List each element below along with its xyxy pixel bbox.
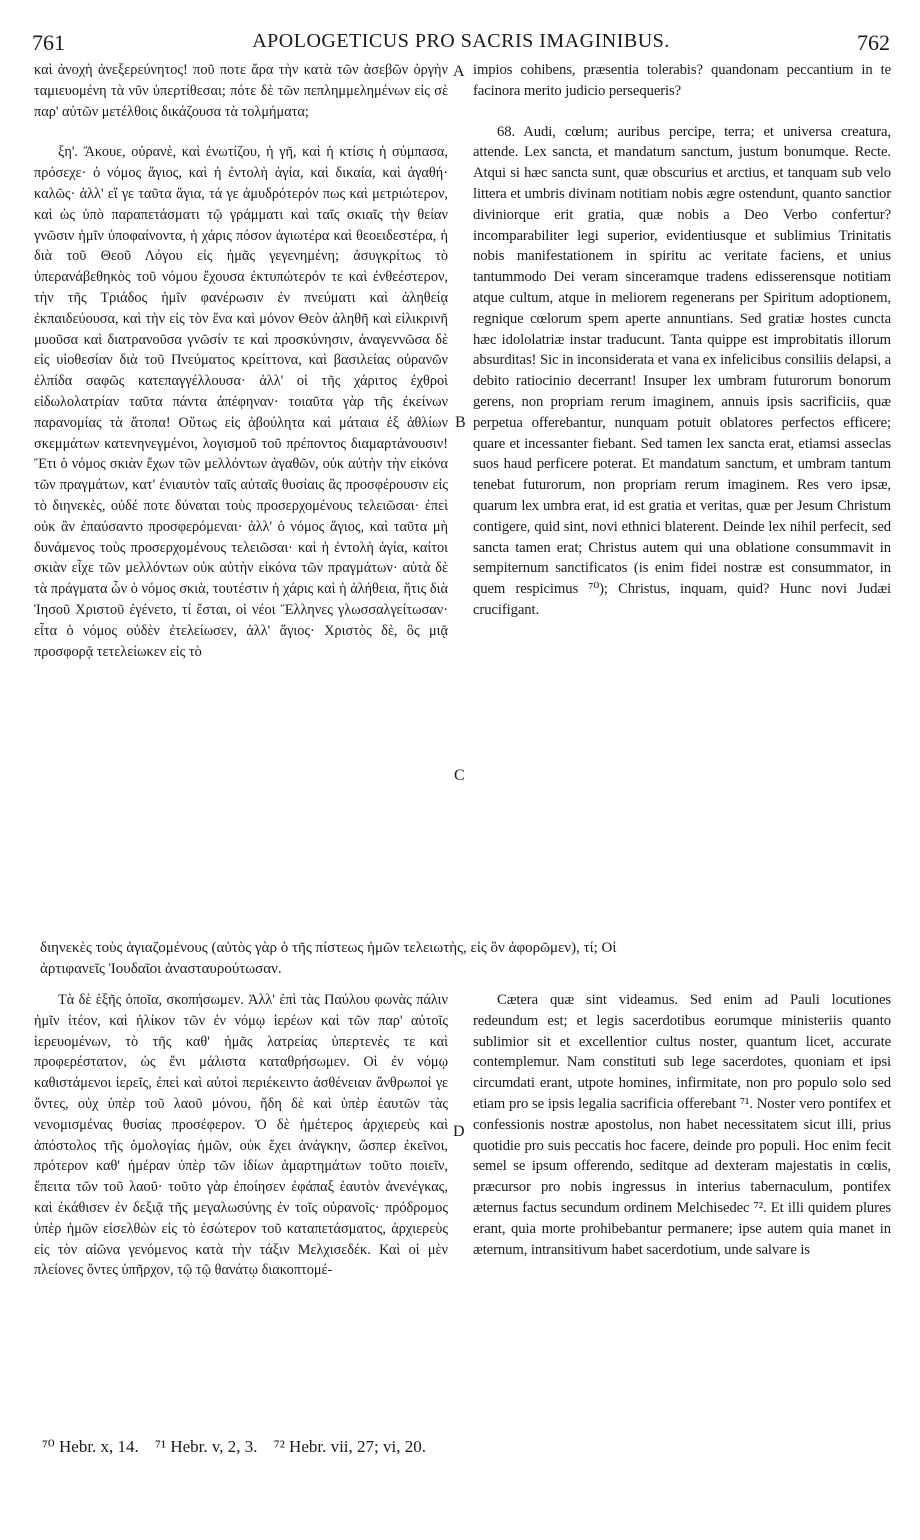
footnote-71: ⁷¹ Hebr. v, 2, 3. [155, 1437, 258, 1456]
margin-letter-a: A [453, 63, 465, 80]
page-number-left: 761 [32, 30, 65, 55]
footnotes [42, 1437, 892, 1457]
page-number-right: 762 [857, 30, 890, 55]
greek-full-width-line: διηνεκὲς τοὺς ἁγιαζομένους (αὐτὸς γὰρ ὁ τῆς πίστεως ἡμῶν τελειωτὴς, εἰς ὃν ἀφορῶμεν), τί; Οἱ [40, 940, 617, 956]
margin-letter-d: D [453, 1123, 465, 1140]
page-header [32, 30, 890, 58]
greek-paragraph-1: καὶ ἀνοχὴ ἀνεξερεύνητος! ποῦ ποτε ἄρα τὴν κατὰ τῶν ἀσεβῶν ὀργὴν ταμιευομένη τὰ νῦν ὑπερτίθεσαι; πότε δὲ τῶν πεπλημμελημένων εἰς σὲ παρ' αὐτῶν μετέλθοις δικάζουσα τὰ τολμήματα; [34, 62, 448, 120]
greek-paragraph-2: ξη'. Ἄκουε, οὐρανὲ, καὶ ἐνωτίζου, ἡ γῆ, καὶ ἡ κτίσις ἡ σύμπασα, πρόσεχε· ὁ νόμος ἅγιος, καὶ ἡ ἐντολὴ ἁγία, καὶ δικαία, καὶ ἀγαθή· καλῶς· ἀλλ' εἴ γε ταῦτα ἅγια, τά γε ἀμυδρότερόν πως καὶ μετριώτερον, καὶ ὡς ὑπὸ παραπετάσματι τῷ γράμματι καὶ ταῖς σκιαῖς τὴν θείαν γνῶσιν ἡμῖν ὑποφαίνοντα, ἡ χάρις πόσον ἁγιωτέρα καὶ θεοειδεστέρα, ἡ διὰ τοῦ Θεοῦ Λόγου εἰς ἡμᾶς γεγενημένη; ἀσυγκρίτως τὸ ὑπερανάβεθηκὸς τοῦ νόμου ἔχουσα ἐκτυπώτερόν τε καὶ ἐνθεέστερον, τὴν τῆς Τριάδος ἡμῖν φανέρωσιν ἐν πνεύματι καὶ ἀληθείᾳ ἐκπαιδεύουσα, καὶ τὴν εἰς τὸν ἕνα καὶ μόνον Θεὸν ἀληθῆ καὶ εἰλικρινῆ μυοῦσα καὶ διατρανοῦσα γνῶσίν τε καὶ προσκύνησιν, ἀναγεννῶσα δὲ εἰς υἱοθεσίαν διὰ τοῦ Πνεύματος κρείττονα, καὶ βασιλείας οὐρανῶν ἐλπίδα σαφῶς κατεπαγγέλλουσα· ἀλλ' οἱ τῆς χάριτος ἐχθροὶ εἰδωλολατρίαν ταῦτα πάντα ἀπέφηναν· τοιαῦτα γὰρ τῆς ἐκείνων παρανομίας τὰ ἄτοπα! Οὕτως εἰς ἀβούλητα καὶ μάταια ἐξ ἀθλίων σκεμμάτων κατενηνεγμένοι, λογισμοῦ τοῦ πρέποντος διαμαρτάνουσιν! Ἔτι ὁ νόμος σκιὰν ἔχων τῶν μελλόντων ἀγαθῶν, οὐκ αὐτὴν τὴν εἰκόνα τῶν πραγμάτων, κατ' ἐνιαυτὸν ταῖς αὐταῖς θυσίαις ἃς προσφέρουσιν εἰς τὸ διηνεκὲς, οὐδέ ποτε δύναται τοὺς προσερχομένους τελειῶσαι· ἐπεὶ οὐκ ἂν ἐπαύσαντο προσφερόμεναι· ἀλλ' ὁ νόμος ἅγιος, καὶ ταῦτα μὴ δυνάμενος τοὺς προσερχομένους τελειῶσαι· καὶ ἡ ἐντολὴ ἁγία, καίτοι σκιὰν εἶχε τῶν μελλόντων οὐκ αὐτὴν εἰκόνα τῶν πραγμάτων· αὐτὰ δὲ τὰ πράγματα ὧν ὁ νόμος σκιὰ, τουτέστιν ἡ χάρις καὶ ἡ ἀλήθεια, ἥτις διὰ Ἰησοῦ Χριστοῦ ἐγένετο, τί ἔσται, οἱ νέοι Ἕλληνες γλωσσαλγείτωσαν· εἶτα ὁ νόμος οὐδὲν ἐτελείωσεν, ἀλλ' ἅγιος· Χριστὸς δὲ, ὃς μιᾷ προσφορᾷ τετελείωκεν εἰς τὸ [34, 144, 448, 660]
greek-column-top [34, 60, 448, 662]
margin-letter-c: C [454, 767, 465, 784]
margin-letter-b: B [455, 414, 466, 431]
latin-paragraph-1: impios cohibens, præsentia tolerabis? quandonam peccantium in te facinora merito judicio persequeris? [473, 62, 891, 99]
latin-column-bottom [473, 990, 891, 1260]
greek-column-bottom [34, 990, 448, 1281]
greek-paragraph-3: Τὰ δὲ ἑξῆς ὁποῖα, σκοπήσωμεν. Ἀλλ' ἐπὶ τὰς Παύλου φωνὰς πάλιν ἡμῖν ἰτέον, καὶ ἡλίκον τῶν ἐν νόμῳ ἱερέων καὶ τῶν παρ' αὐτοῖς ἱερευομένων, τὸ τῆς καθ' ἡμᾶς λατρείας ὑπερτενὲς τε καὶ προφερέστατον, ὡς ἔνι μάλιστα καταθρήσωμεν. Οἱ ἐν νόμῳ καθιστάμενοι ἱερεῖς, ἐπεὶ καὶ αὐτοὶ περιέκειντο ἀσθένειαν ἄνθρωποί γε ὄντες, οὐχ ὑπὲρ τοῦ λαοῦ μόνου, ἤδη δὲ καὶ ὑπὲρ ἑαυτῶν τὰς νενομισμένας θυσίας προσέφερον. Ὁ δὲ ἡμέτερος ἀρχιερεὺς καὶ ἀπόστολος τῆς ὁμολογίας ἡμῶν, οὐκ ἔχει ἀνάγκην, ὥσπερ ἐκεῖνοι, πρότερον καθ' ἡμέραν ὑπὲρ τῶν ἰδίων ἁμαρτημάτων τοῦτο ποιεῖν, ἔπειτα τῶν τοῦ λαοῦ· τοῦτο γὰρ ἐποίησεν ἐφάπαξ ἑαυτὸν ἀνενέγκας, καὶ ἐκάθισεν ἐν δεξιᾷ τῆς μεγαλωσύνης ἐν τοῖς οὐρανοῖς· πρόδρομος ὑπὲρ ἡμῶν εἰσελθὼν εἰς τὸ ἐσώτερον τοῦ καταπετάσματος, ἀρχιερεὺς εἰς τὸν αἰῶνα γενόμενος κατὰ τὴν τάξιν Μελχισεδέκ. Καὶ οἱ μὲν πλείονες ὄντες ὑπῆρχον, τῷ τῷ θανάτῳ διακοπτομέ- [34, 992, 448, 1279]
running-title: APOLOGETICUS PRO SACRIS IMAGINIBUS. [252, 30, 670, 52]
latin-paragraph-3: Cætera quæ sint videamus. Sed enim ad Pauli locutiones redeundum est; et legis sacerdotibus eorumque ministeriis quanto sublimior sit et excellentior cultus noster, quantum licet, accurate contemplemur. Nam constituti sub lege sacerdotes, quoniam et ipsi circumdati erant, utpote homines, infirmitate, non pro populo solo sed etiam pro se ipsis legalia sacrificia offerebant ⁷¹. Noster vero pontifex et confessionis nostræ apostolus, non habet necessitatem sicut illi, prius quotidie pro suis peccatis hoc facere, deinde pro populi. Hoc enim fecit semel se ipsum offerendo, seditque ad dexteram majestatis in cœlis, præcursor pro nobis ingressus in interius tabernaculum, pontifex æternus factus secundum ordinem Melchisedec ⁷². Et illi quidem plures erant, quia morte prohibebantur permanere; ipse autem quia manet in æternum, intransitivum habet sacerdotium, unde salvare is [473, 992, 891, 1258]
latin-column-top [473, 60, 891, 621]
footnote-72: ⁷² Hebr. vii, 27; vi, 20. [273, 1437, 426, 1456]
latin-paragraph-2: 68. Audi, cœlum; auribus percipe, terra; et universa creatura, attende. Lex sancta, et mandatum sanctum, justum bonumque. Recte. Atqui si hæc sancta sunt, quæ obscurius et arctius, et tanquam sub velo littera et umbris divinam notitiam nobis ægre ostendunt, quanto sanctior diviniorque erit gratia, quæ nobis a Deo Verbo confertur? incomparabiliter legi superior, evidentiusque et sublimius Trinitatis nobis manifestationem in spiritu ac veritate faciens, et unius tantummodo Dei veram sinceramque tradens edisserensque notitiam atque cultum, atque in meliorem regenerans per Spiritum adoptionem, regnique cœlorum spem aperte annuntians. Sed gratiæ hostes cuncta hæc idololatriæ instar traducunt. Tanta quippe est improbitatis illorum absurditas! Sic in inconsiderata et vana ex infelicibus consiliis delapsi, a debito ratiocinio decerrant! Insuper lex umbram futurorum bonorum gerens, non propriam rerum imaginem, annuis ipsis sacrificiis, quæ perpetua offerebantur, nunquam potuit oblatores perfectos efficere; quare et incessanter fiebant. Sed tamen lex sancta erat, etiamsi asseclas suos haud perficere poterat. Et mandatum sanctum, et umbram tantum tenebat futurorum, non propriam rerum imaginem. Res vero ipsæ, quarum lex umbra erat, id est gratia et veritas, quæ per Jesum Christum contigere, quid sint, novi ethnici blaterent. Deinde lex nihil perfecit, sed sancta tamen erat; Christus autem qui una oblatione consummavit in sempiternum sanctificatos (is enim fidei nostræ est consummator, in quem respicimus ⁷⁰); Christus, inquam, quid? Hunc novi Judæi crucifigant. [473, 123, 891, 618]
greek-full-width-line-2: ἀρτιφανεῖς Ἰουδαῖοι ἀνασταυρούτωσαν. [40, 961, 282, 977]
footnote-70: ⁷⁰ Hebr. x, 14. [42, 1437, 139, 1456]
